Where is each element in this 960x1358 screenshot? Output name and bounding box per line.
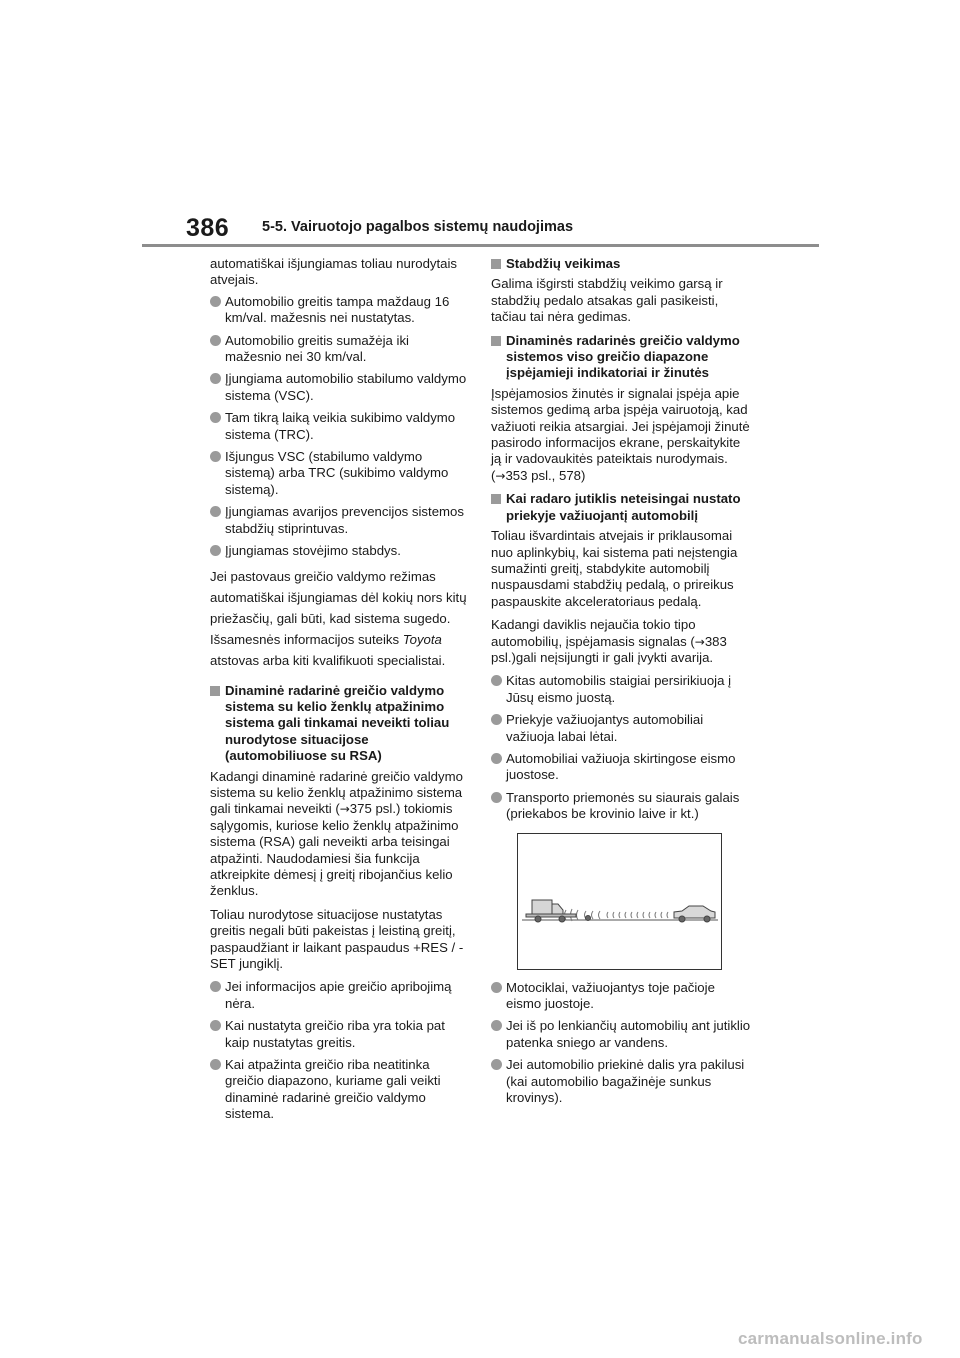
section-heading: Stabdžių veikimas [491,256,753,272]
rsa-paragraph: Toliau nurodytose situacijose nustatytas greitis negali būti pakeistas į leistiną greitį, paspaudžiant ir laikant paspaudus +RES / -SET jungiklį. [210,906,464,971]
watermark: carmanualsonline.info [738,1329,923,1348]
page-reference: 383 psl. [491,633,727,665]
list-item: Automobilio greitis sumažėja iki mažesnio nei 30 km/val. [210,333,468,366]
brake-paragraph: Galima išgirsti stabdžių veikimo garsą ir stabdžių pedalo atsakas gali pasikeisti, tačiau tai nėra gedimas. [491,276,723,325]
truck-icon [526,900,591,922]
list-item: Automobiliai važiuoja skirtingose eismo juostose. [491,751,753,784]
bullet-icon [210,296,221,307]
bullet-icon [491,714,502,725]
square-bullet-icon [210,686,220,696]
arrow-right-icon: → [495,468,506,483]
header-divider [142,244,819,247]
bullet-icon [491,982,502,993]
list-item: Išjungus VSC (stabilumo valdymo sistemą) arba TRC (sukibimo valdymo sistemą). [210,449,468,498]
bullet-icon [210,335,221,346]
section-heading: Kai radaro jutiklis neteisingai nustato priekyje važiuojantį automobilį [491,491,753,524]
list-item: Kai atpažinta greičio riba neatitinka greičio diapazono, kuriame gali veikti dinaminė radarinė greičio valdymo sistema. [210,1057,468,1123]
square-bullet-icon [491,259,501,269]
bullet-icon [210,373,221,384]
sensor-paragraph: Toliau išvardintais atvejais ir priklausomai nuo aplinkybių, kai sistema pati neįstengia sumažinti greitį, stabdykite automobilį nuspausdami stabdžių pedalą, o prireikus paspauskite akceleratoriaus pedalą. [491,528,738,609]
bullet-icon [210,506,221,517]
sensor-paragraph: Kadangi daviklis nejaučia tokio tipo automobilių, įspėjamasis signalas (→383 psl.)gali neįsijungti ir gali įvykti avarija. [491,617,727,665]
list-item: Kai nustatyta greičio riba yra tokia pat kaip nustatytas greitis. [210,1018,468,1051]
bullet-icon [210,1059,221,1070]
list-item: Tam tikrą laiką veikia sukibimo valdymo sistema (TRC). [210,410,468,443]
page-number: 386 [186,214,230,242]
arrow-right-icon: → [694,634,705,649]
intro-paragraph: automatiškai išjungiamas toliau nurodytais atvejais. [210,256,458,288]
list-item: Įjungiamas stovėjimo stabdys. [210,543,468,559]
list-item: Motociklai, važiuojantys toje pačioje eismo juostoje. [491,980,753,1013]
bullet-icon [491,753,502,764]
trailer-radar-illustration [517,833,722,970]
rsa-paragraph: Kadangi dinaminė radarinė greičio valdymo sistema su kelio ženklų atpažinimo sistema gali tinkamai neveikti (→375 psl.) tokiomis sąlygomis, kuriose kelio ženklų atpažinimo sistema (RSA) gali neveikti arba teisingai atpažinti. Naudodamiesi šia funkcija atkreipkite dėmesį į greitį ribojančius kelio ženklus. [210,768,463,899]
list-item: Įjungiamas avarijos prevencijos sistemos stabdžių stiprintuvas. [210,504,468,537]
warning-paragraph: Įspėjamosios žinutės ir signalai įspėja apie sistemos gedimą arba įspėja vairuotoją, kad važiuoti reikia atsargiai. Jei įspėjamoji žinutė pasirodo informacijos ekrane, perskaitykite ją ir vadovaukitės pateiktais nurodymais. (→353 psl., 578) [491,385,750,483]
arrow-right-icon: → [339,802,350,817]
list-item: Jei iš po lenkiančių automobilių ant jutiklio patenka sniego ar vandens. [491,1018,753,1051]
bullet-icon [491,1059,502,1070]
section-title: 5-5. Vairuotojo pagalbos sistemų naudojimas [262,219,574,235]
list-item: Jei informacijos apie greičio apribojimą nėra. [210,979,468,1012]
bullet-icon [210,451,221,462]
left-column [210,256,468,1129]
list-item: Transporto priemonės su siaurais galais (priekabos be krovinio laive ir kt.) [491,790,753,823]
square-bullet-icon [491,494,501,504]
section-heading: Dinaminės radarinės greičio valdymo sistemos viso greičio diapazone įspėjamieji indikatoriai ir žinutės [491,333,753,382]
bullet-icon [491,675,502,686]
list-item: Jei automobilio priekinė dalis yra pakilusi (kai automobilio bagažinėje sunkus krovinys). [491,1057,753,1106]
right-column [491,256,753,1112]
list-item: Kitas automobilis staigiai persirikiuoja į Jūsų eismo juostą. [491,673,753,706]
brand-name: Toyota [402,631,442,647]
page-reference: 375 psl. [349,801,396,817]
bullet-icon [210,981,221,992]
radar-diagram [518,834,723,971]
bullet-icon [491,1020,502,1031]
section-heading: Dinaminė radarinė greičio valdymo sistema su kelio ženklų atpažinimo sistema gali tinkamai neveikti toliau nurodytose situacijose (automobiliuose su RSA) [210,683,468,765]
bullet-icon [210,545,221,556]
page-reference: 353 psl., 578) [505,467,586,483]
bullet-icon [210,1020,221,1031]
bullet-icon [491,792,502,803]
radar-waves [565,909,669,921]
list-item: Priekyje važiuojantys automobiliai važiuoja labai lėtai. [491,712,753,745]
malfunction-note: Jei pastovaus greičio valdymo režimas automatiškai išjungiamas dėl kokių nors kitų priežasčių, gali būti, kad sistema sugedo. Išsamesnės informacijos suteiks Toyota atstovas arba kiti kvalifikuoti specialistai. [210,568,467,668]
list-item: Įjungiama automobilio stabilumo valdymo sistema (VSC). [210,371,468,404]
page-header [0,0,960,250]
list-item: Automobilio greitis tampa maždaug 16 km/val. mažesnis nei nustatytas. [210,294,468,327]
square-bullet-icon [491,336,501,346]
bullet-icon [210,412,221,423]
